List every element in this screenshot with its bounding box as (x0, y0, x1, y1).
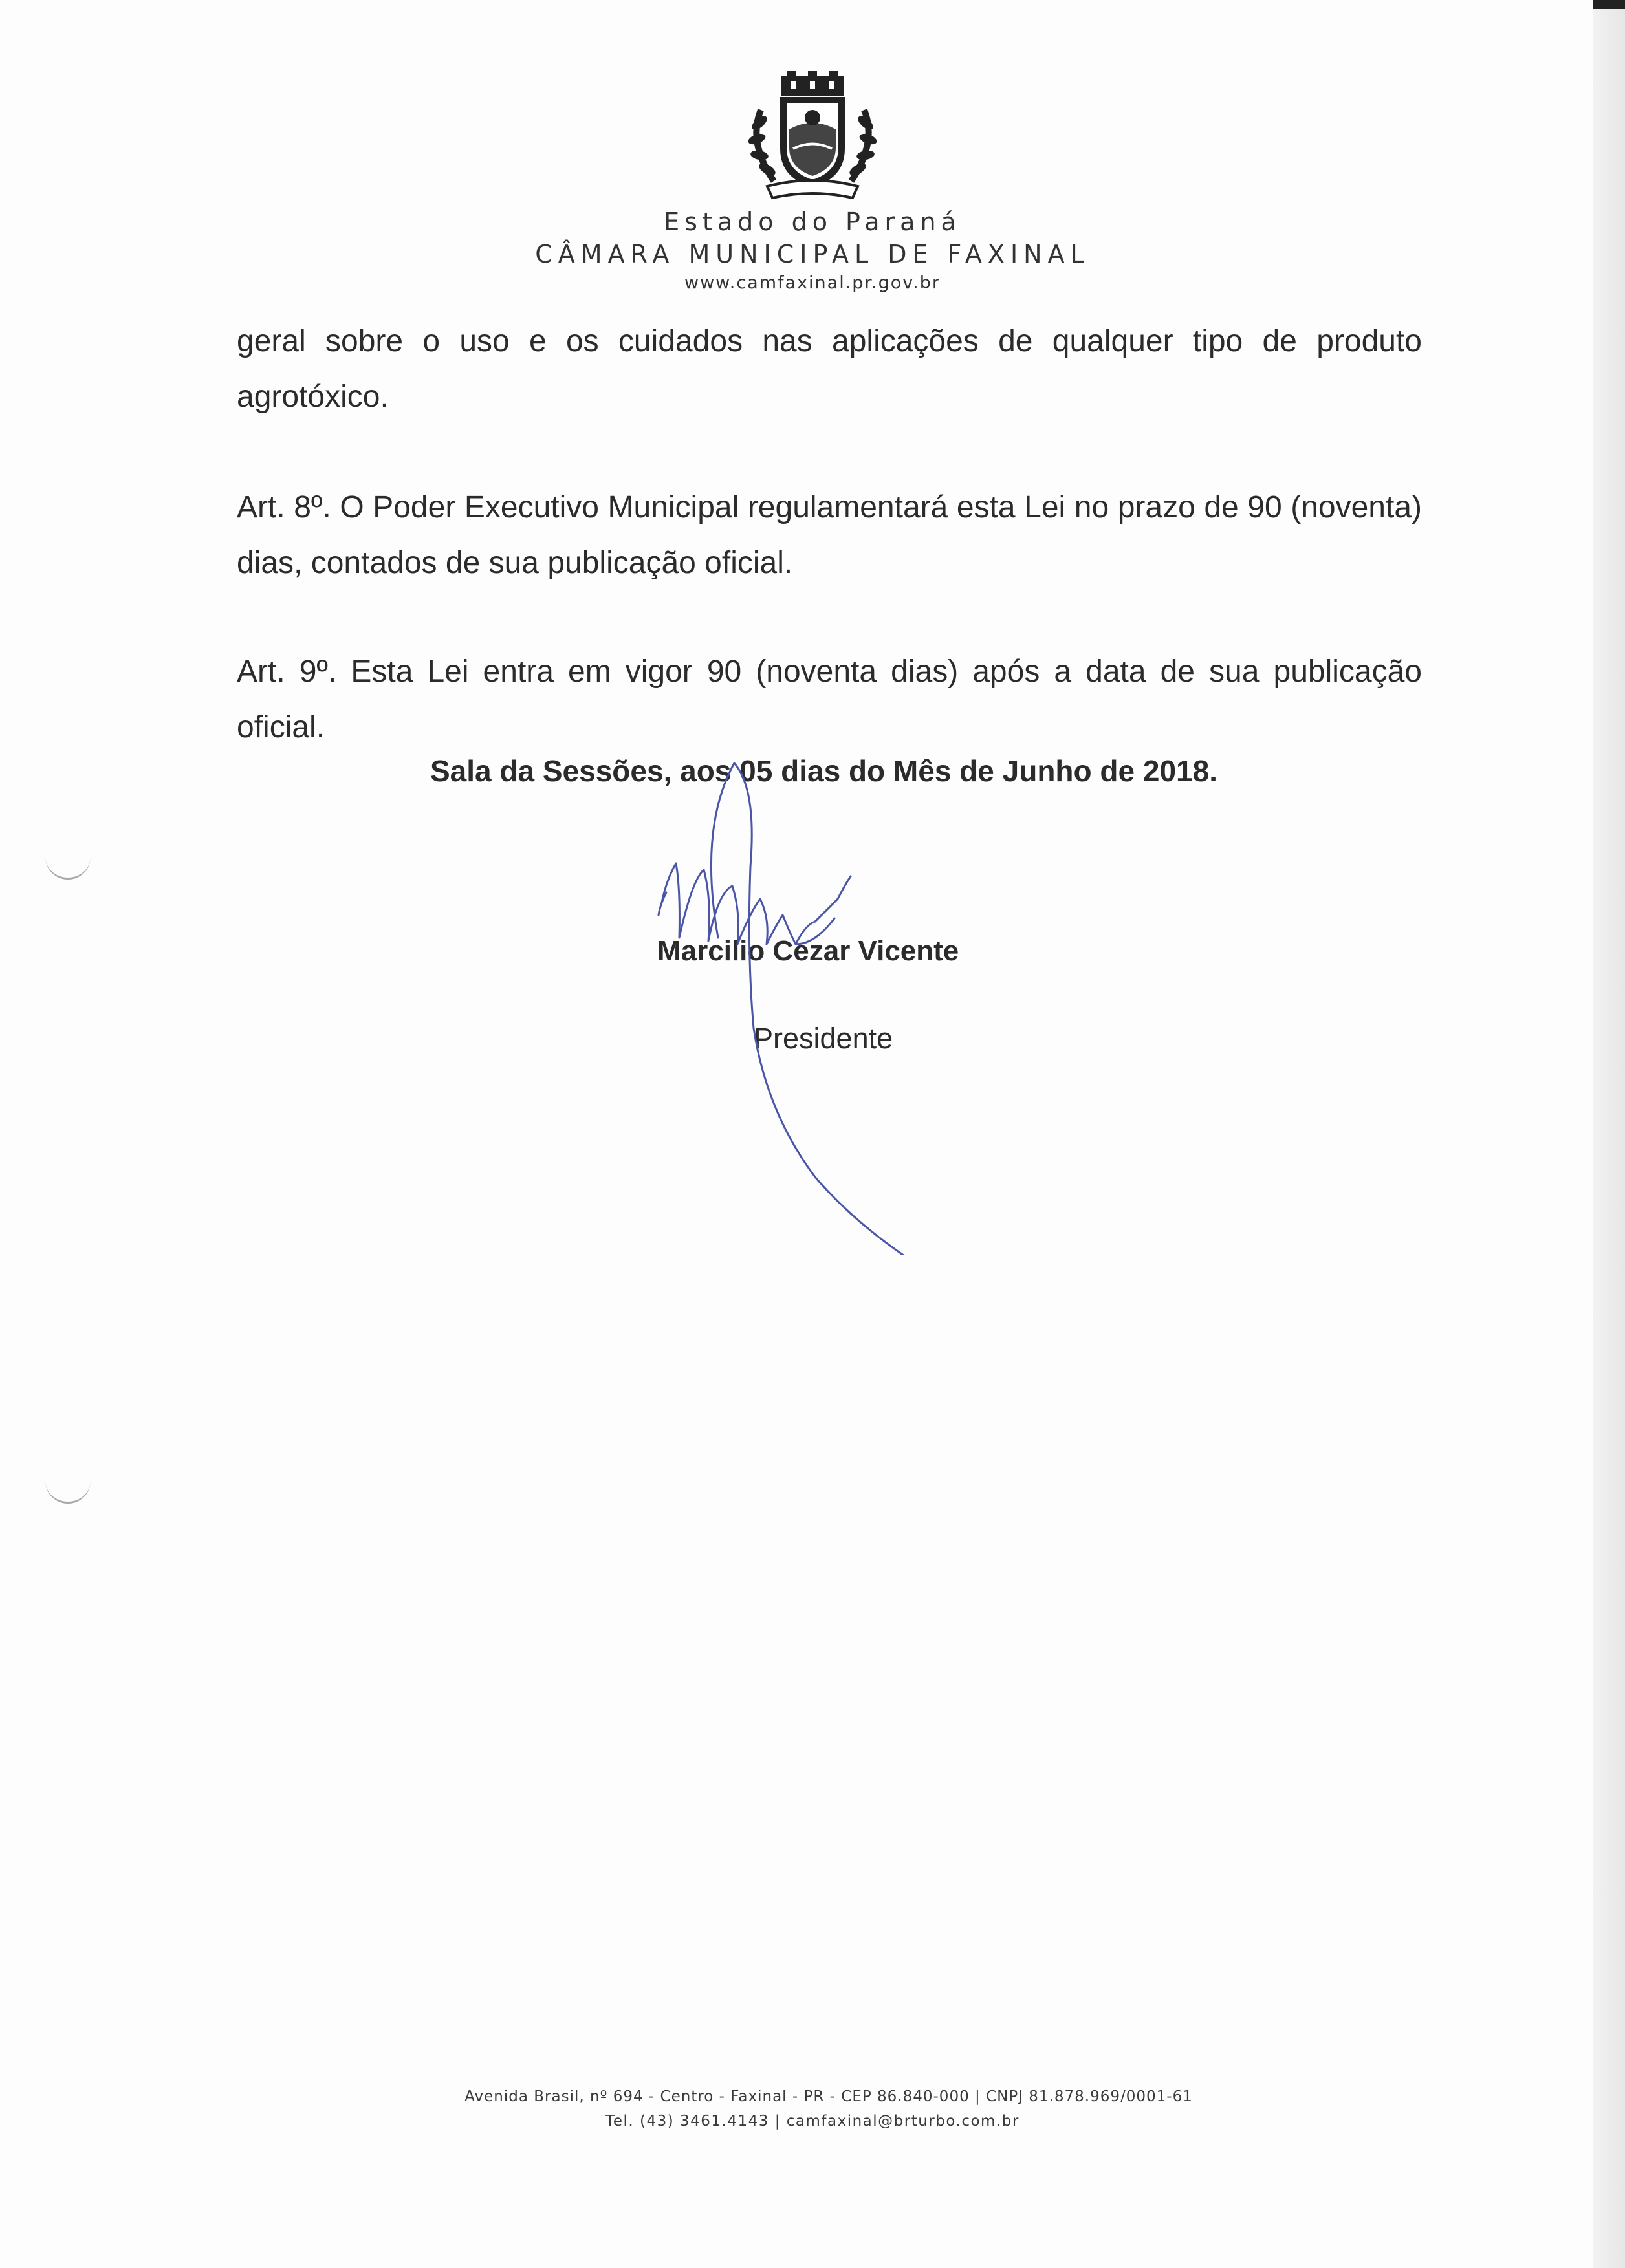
scan-edge-mark (1593, 0, 1625, 9)
article-8-paragraph: Art. 8º. O Poder Executivo Municipal regulamentará esta Lei no prazo de 90 (noventa) dias, contados de sua publicação oficial. (237, 490, 1422, 580)
punch-hole (45, 1468, 91, 1504)
article-9-paragraph: Art. 9º. Esta Lei entra em vigor 90 (noventa dias) após a data de sua publicação oficial. (237, 654, 1422, 744)
signer-role: Presidente (754, 1022, 893, 1055)
footer-contact: Tel. (43) 3461.4143 | camfaxinal@brturbo.com.br (605, 2113, 1020, 2130)
closing-line: Sala da Sessões, aos 05 dias do Mês de Junho de 2018. (430, 754, 1217, 788)
signer-name: Marcilio Cezar Vicente (657, 935, 959, 967)
letterhead (0, 71, 1625, 296)
punch-hole (45, 844, 91, 880)
state-name: Estado do Paraná (664, 208, 961, 236)
scan-edge (1593, 0, 1625, 2268)
coat-of-arms-icon (741, 71, 884, 200)
footer (0, 2084, 1625, 2133)
chamber-name: CÂMARA MUNICIPAL DE FAXINAL (535, 240, 1090, 268)
footer-address: Avenida Brasil, nº 694 - Centro - Faxinal - PR - CEP 86.840-000 | CNPJ 81.878.969/0001-61 (464, 2088, 1193, 2105)
handwritten-signature (621, 750, 957, 1255)
website-text: www.camfaxinal.pr.gov.br (684, 273, 941, 293)
body-paragraph: geral sobre o uso e os cuidados nas aplicações de qualquer tipo de produto agrotóxico. (237, 324, 1422, 414)
